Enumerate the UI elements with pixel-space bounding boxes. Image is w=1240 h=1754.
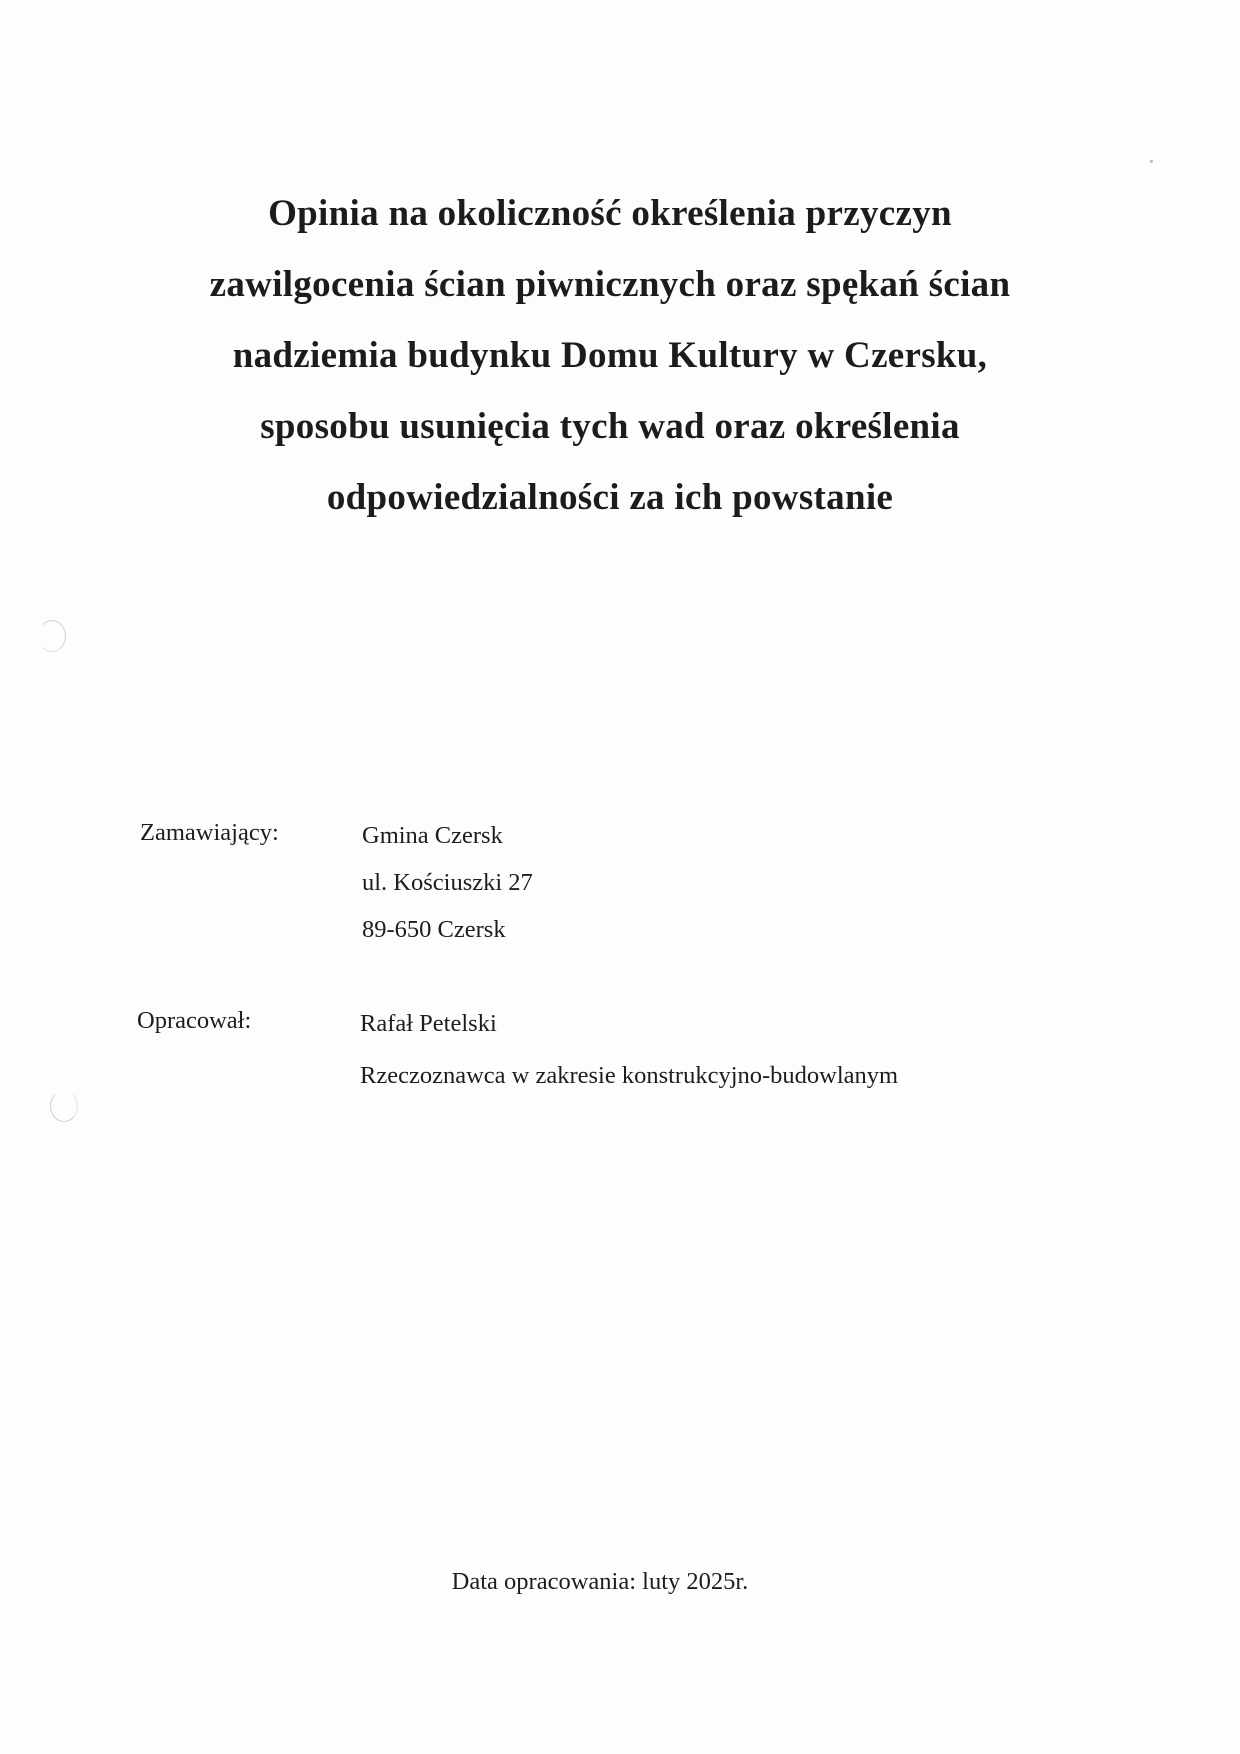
- document-title: [150, 178, 1070, 533]
- title-line: Opinia na okoliczność określenia przyczyn: [268, 193, 952, 234]
- client-city: 89-650 Czersk: [362, 916, 506, 943]
- client-name: Gmina Czersk: [362, 822, 503, 849]
- scan-dot: [1150, 160, 1153, 163]
- author-name: Rafał Petelski: [360, 1010, 497, 1037]
- title-line: zawilgocenia ścian piwnicznych oraz spękań ścian: [209, 264, 1011, 305]
- punch-hole-bottom: [50, 1090, 78, 1122]
- client-label: Zamawiający:: [140, 819, 279, 846]
- punch-hole-top: [38, 620, 66, 652]
- title-line: odpowiedzialności za ich powstanie: [326, 477, 894, 518]
- title-line: nadziemia budynku Domu Kultury w Czersku,: [232, 335, 988, 376]
- author-title: Rzeczoznawca w zakresie konstrukcyjno-budowlanym: [360, 1062, 899, 1089]
- client-street: ul. Kościuszki 27: [362, 869, 533, 896]
- author-label: Opracował:: [137, 1007, 252, 1034]
- document-date: Data opracowania: luty 2025r.: [451, 1568, 749, 1595]
- title-line: sposobu usunięcia tych wad oraz określenia: [260, 406, 960, 447]
